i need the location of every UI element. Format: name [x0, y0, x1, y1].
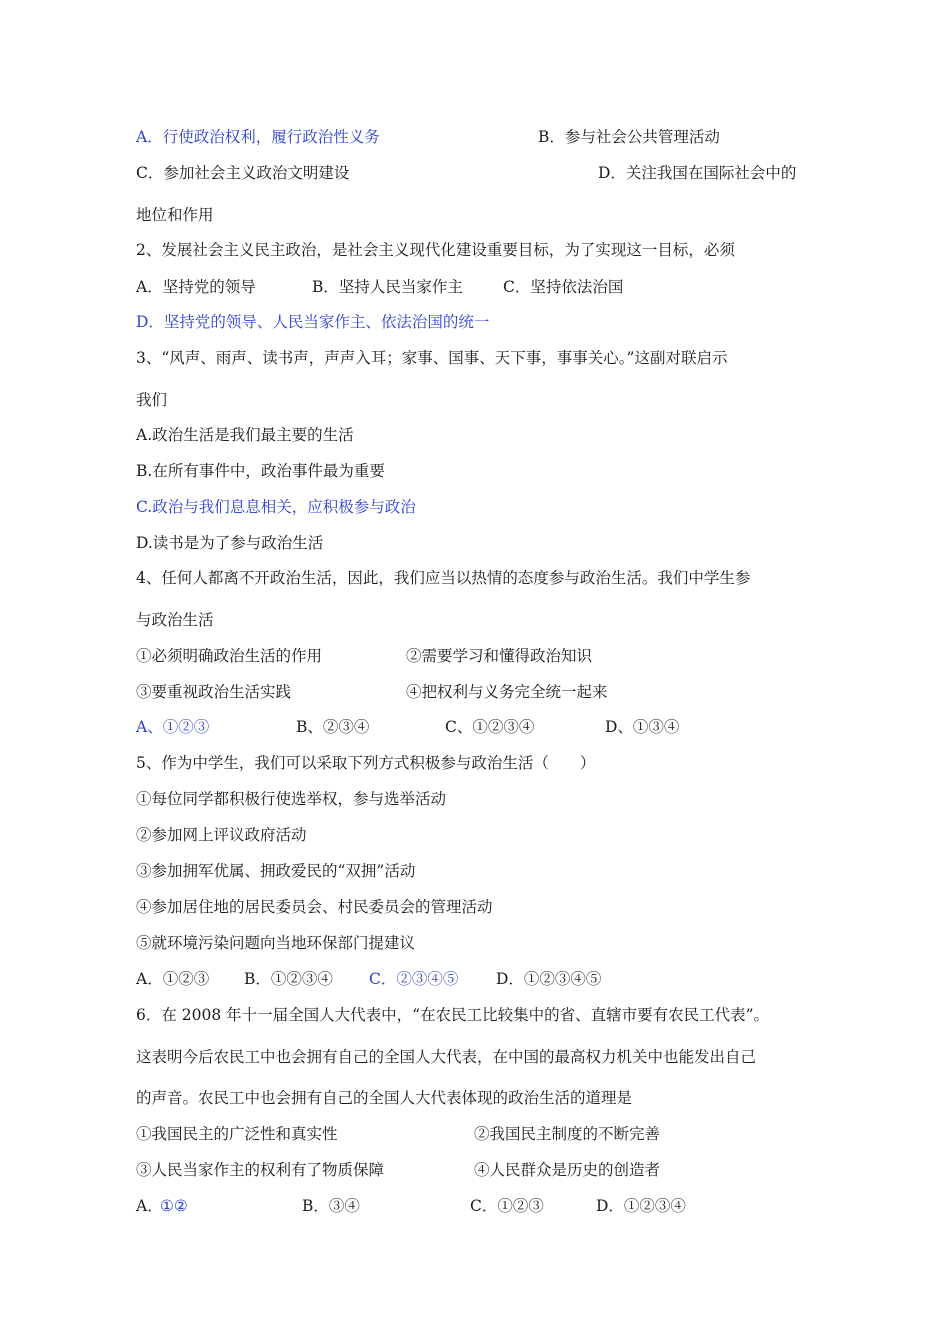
- q5-statement-2: ②参加网上评议政府活动: [136, 826, 307, 844]
- q1-option-d: D．关注我国在国际社会中的: [598, 164, 797, 182]
- q1-option-c: C．参加社会主义政治文明建设: [136, 164, 350, 182]
- q4-statement-1: ①必须明确政治生活的作用: [136, 647, 323, 665]
- q3-option-a: A.政治生活是我们最主要的生活: [136, 426, 354, 444]
- q3-option-c: C.政治与我们息息相关，应积极参与政治: [136, 498, 416, 516]
- q3-option-d: D.读书是为了参与政治生活: [136, 534, 324, 552]
- q5-option-c: C．②③④⑤: [369, 970, 459, 988]
- q6-option-d: D．①②③④: [596, 1197, 686, 1215]
- q3-stem: 3、“风声、雨声、读书声，声声入耳；家事、国事、天下事，事事关心。”这副对联启示: [136, 349, 728, 367]
- q4-stem: 4、任何人都离不开政治生活，因此，我们应当以热情的态度参与政治生活。我们中学生参: [136, 569, 751, 587]
- q5-stem: 5、作为中学生，我们可以采取下列方式积极参与政治生活（ ）: [136, 754, 596, 772]
- q4-option-c: C、①②③④: [445, 718, 535, 736]
- q5-statement-1: ①每位同学都积极行使选举权，参与选举活动: [136, 790, 447, 808]
- q2-option-c: C．坚持依法治国: [503, 278, 624, 296]
- q6-statement-1: ①我国民主的广泛性和真实性: [136, 1125, 338, 1143]
- q4-statement-2: ②需要学习和懂得政治知识: [406, 647, 593, 665]
- q3-stem-continued: 我们: [136, 391, 168, 409]
- q5-option-a: A．①②③: [136, 970, 210, 988]
- q4-option-d: D、①③④: [605, 718, 680, 736]
- q6-statement-4: ④人民群众是历史的创造者: [474, 1161, 661, 1179]
- q5-option-d: D．①②③④⑤: [496, 970, 602, 988]
- q2-option-b: B．坚持人民当家作主: [312, 278, 463, 296]
- q2-option-a: A．坚持党的领导: [136, 278, 256, 296]
- q6-option-a-letter: A．: [136, 1197, 163, 1215]
- q5-statement-5: ⑤就环境污染问题向当地环保部门提建议: [136, 934, 416, 952]
- q4-statement-3: ③要重视政治生活实践: [136, 683, 292, 701]
- q1-option-d-continued: 地位和作用: [136, 206, 214, 224]
- q2-stem: 2、发展社会主义民主政治，是社会主义现代化建设重要目标，为了实现这一目标，必须: [136, 241, 735, 259]
- q6-statement-3: ③人民当家作主的权利有了物质保障: [136, 1161, 385, 1179]
- q5-option-b: B．①②③④: [244, 970, 333, 988]
- q6-stem-line-2: 这表明今后农民工中也会拥有自己的全国人大代表，在中国的最高权力机关中也能发出自己: [136, 1048, 757, 1066]
- q4-option-a: A、①②③: [136, 718, 210, 736]
- q6-stem-line-3: 的声音。农民工中也会拥有自己的全国人大代表体现的政治生活的道理是: [136, 1089, 633, 1107]
- q4-option-b: B、②③④: [296, 718, 370, 736]
- q5-statement-3: ③参加拥军优属、拥政爱民的“双拥”活动: [136, 862, 416, 880]
- q4-statement-4: ④把权利与义务完全统一起来: [406, 683, 608, 701]
- q1-option-a: A．行使政治权利，履行政治性义务: [136, 128, 380, 146]
- q1-option-b: B．参与社会公共管理活动: [538, 128, 720, 146]
- q6-option-a-answer: ①②: [160, 1197, 188, 1215]
- q6-stem-line-1: 6．在 2008 年十一届全国人大代表中，“在农民工比较集中的省、直辖市要有农民工代表”。: [136, 1006, 770, 1024]
- q5-statement-4: ④参加居住地的居民委员会、村民委员会的管理活动: [136, 898, 493, 916]
- q2-option-d: D．坚持党的领导、人民当家作主、依法治国的统一: [136, 313, 490, 331]
- q6-option-b: B．③④: [302, 1197, 360, 1215]
- q3-option-b: B.在所有事件中，政治事件最为重要: [136, 462, 385, 480]
- q4-stem-continued: 与政治生活: [136, 611, 214, 629]
- q6-option-c: C．①②③: [470, 1197, 544, 1215]
- q6-option-a: [136, 1196, 256, 1216]
- q6-statement-2: ②我国民主制度的不断完善: [474, 1125, 661, 1143]
